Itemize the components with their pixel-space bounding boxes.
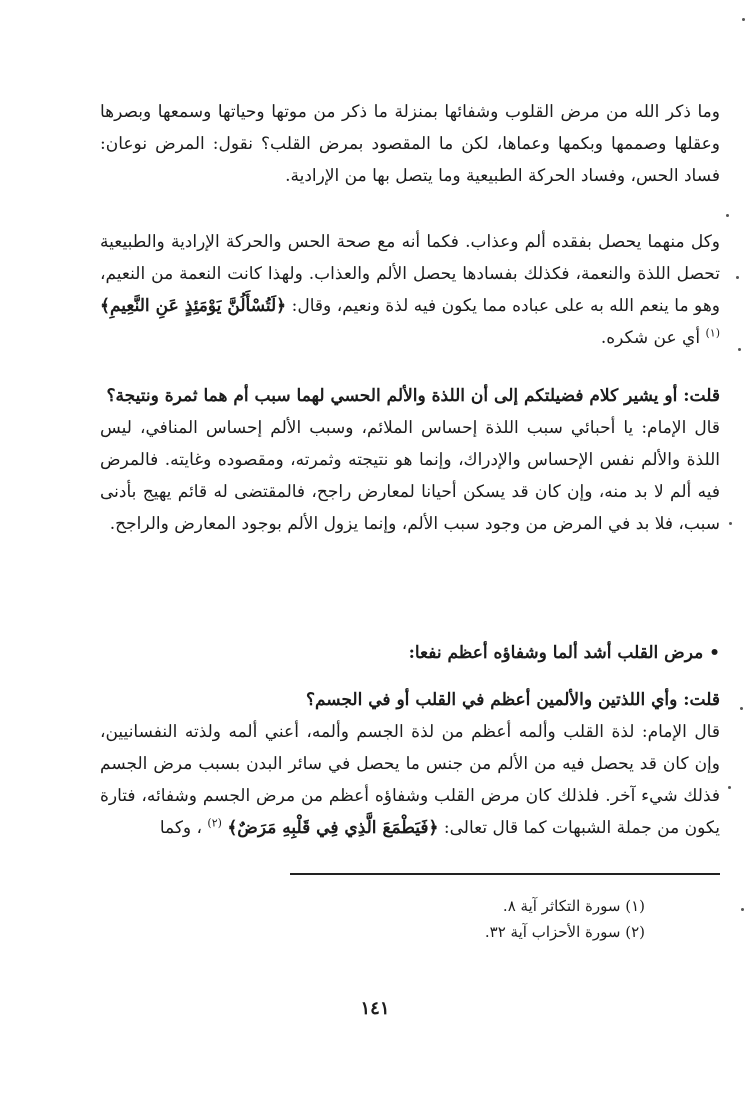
qa-block-pleasure-cause (100, 380, 720, 540)
quran-verse: ﴿لَتُسْأَلُنَّ يَوْمَئِذٍ عَنِ النَّعِيمِ﴾ (100, 296, 287, 316)
answer-text: قال الإمام: يا أحبائي سبب اللذة إحساس الملائم، وسبب الألم إحساس المنافي، ليس اللذة والألم نفس الإحساس والإدراك، وإنما هو نتيجته وثمرته، ومقصوده وغايته. فالمرض فيه ألم لا بد منه، وإن كان قد يسكن أحيانا لمعارض راجح، فالمقتضى له قائم يهيج بأدنى سبب، فلا بد في المرض من وجود سبب الألم، وإنما يزول الألم بوجود المعارض والراجح. (100, 418, 720, 534)
footnote-2: (٢) سورة الأحزاب آية ٣٢. (484, 923, 645, 941)
qa-block-heart-vs-body (100, 684, 720, 844)
footnote-ref-1: (١) (705, 326, 720, 340)
scan-speck (742, 18, 745, 21)
scan-speck (741, 908, 744, 911)
footnotes (100, 893, 645, 945)
paragraph-tail: أي عن شكره. (600, 328, 701, 348)
footnote-1: (١) سورة التكاثر آية ٨. (502, 897, 645, 915)
scan-speck (729, 522, 732, 525)
footnote-ref-2: (٢) (207, 816, 222, 830)
scan-speck (740, 707, 743, 710)
answer-tail: ، وكما (159, 818, 203, 838)
paragraph-pain-and-pleasure (100, 226, 720, 354)
page-number: ١٤١ (360, 998, 390, 1019)
scan-speck (728, 786, 731, 789)
footnote-divider (290, 873, 720, 875)
section-heading-text: • مرض القلب أشد ألما وشفاؤه أعظم نفعا: (408, 643, 720, 663)
quran-verse: ﴿فَيَطْمَعَ الَّذِي فِي قَلْبِهِ مَرَضٌ﴾ (227, 818, 439, 838)
paragraph-body: وكل منهما يحصل بفقده ألم وعذاب. فكما أنه مع صحة الحس والحركة الإرادية والطبيعية تحصل اللذة والنعمة، فكذلك بفسادها يحصل الألم والعذاب. ولهذا كانت النعمة من النعيم، وهو ما ينعم الله به على عباده مما يكون فيه لذة ونعيم، وقال: (100, 232, 721, 316)
answer-text (100, 716, 720, 844)
question-text: قلت: وأي اللذتين والألمين أعظم في القلب أو في الجسم؟ (305, 690, 720, 710)
scan-speck (736, 276, 739, 279)
section-heading (100, 637, 720, 669)
question-text: قلت: أو يشير كلام فضيلتكم إلى أن اللذة والألم الحسي لهما سبب أم هما ثمرة ونتيجة؟ (106, 386, 720, 406)
scan-speck (726, 214, 729, 217)
answer-body: قال الإمام: لذة القلب وألمه أعظم من لذة الجسم وألمه، أعني ألمه ولذته النفسانيين، وإن كان قد يحصل فيه من الألم من جنس ما يحصل في سائر البدن بسبب مرض الجسم فذلك شيء آخر. فلذلك كان مرض القلب وشفاؤه أعظم من مرض الجسم وشفائه، فتارة يكون من جملة الشبهات كما قال تعالى: (100, 722, 720, 838)
paragraph-text: وما ذكر الله من مرض القلوب وشفائها بمنزلة ما ذكر من موتها وحياتها وسمعها وبصرها وعقلها وصممها وبكمها وعماها، لكن ما المقصود بمرض القلب؟ نقول: المرض نوعان: فساد الحس، وفساد الحركة الطبيعية وما يتصل بها من الإرادية. (100, 102, 720, 186)
scan-speck (738, 348, 741, 351)
paragraph-text (100, 226, 720, 354)
paragraph-heart-disease-intro (100, 96, 720, 192)
